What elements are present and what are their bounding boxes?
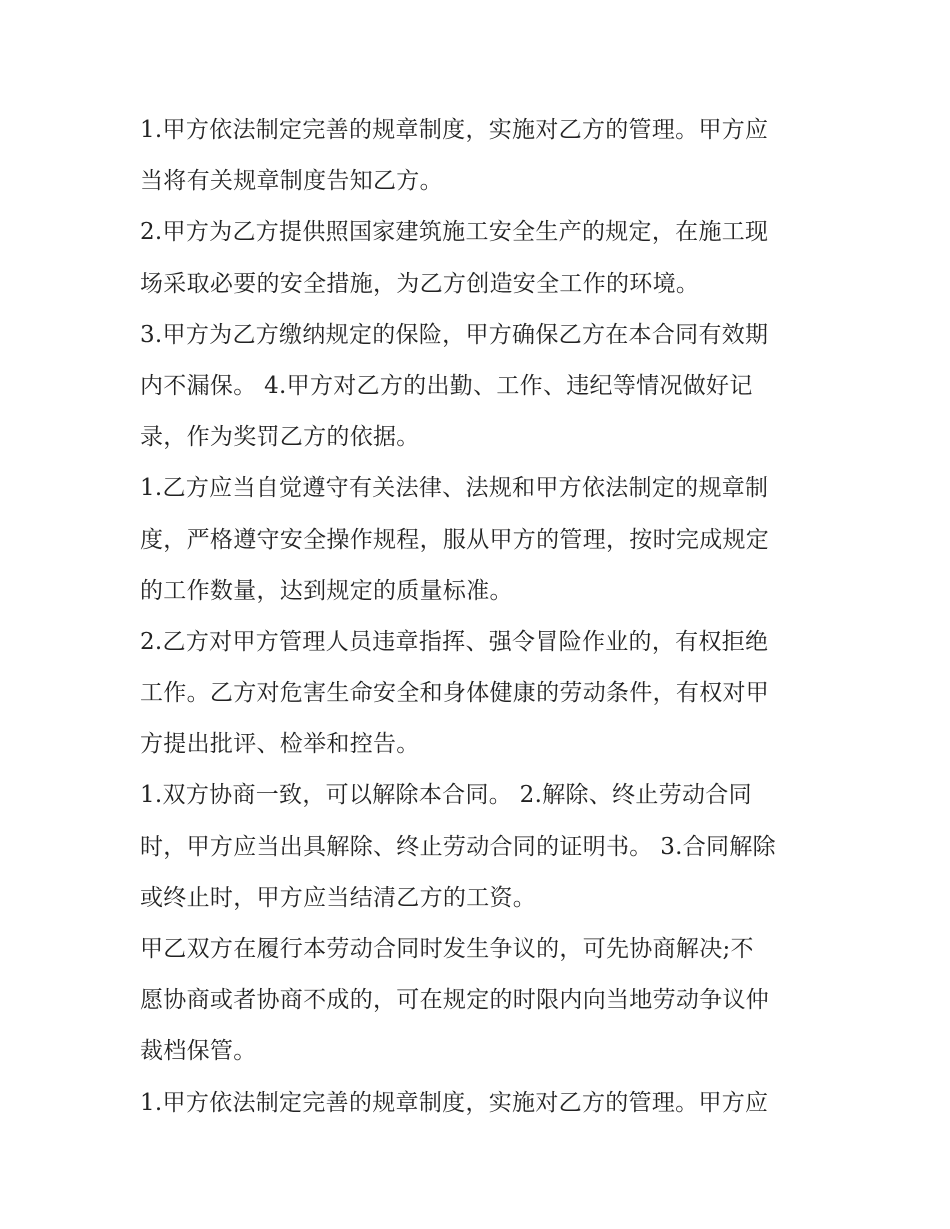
text-line: 1.双方协商一致，可以解除本合同。 2.解除、终止劳动合同: [140, 782, 752, 809]
text-line: 愿协商或者协商不成的，可在规定的时限内向当地劳动争议仲: [140, 987, 770, 1014]
text-line: 内不漏保。 4.甲方对乙方的出勤、工作、违纪等情况做好记: [140, 372, 753, 399]
text-line: 或终止时，甲方应当结清乙方的工资。: [140, 884, 537, 911]
text-line: 1.甲方依法制定完善的规章制度，实施对乙方的管理。甲方应: [140, 117, 769, 143]
text-line: 当将有关规章制度告知乙方。: [140, 168, 443, 195]
document-body: [140, 105, 820, 1129]
text-line: 度，严格遵守安全操作规程，服从甲方的管理，按时完成规定: [140, 526, 770, 553]
text-line: 甲乙双方在履行本劳动合同时发生争议的，可先协商解决;不: [140, 936, 754, 962]
text-line: 1.乙方应当自觉遵守有关法律、法规和甲方依法制定的规章制: [140, 475, 769, 502]
text-line: 时，甲方应当出具解除、终止劳动合同的证明书。 3.合同解除: [140, 833, 776, 860]
text-line: 方提出批评、检举和控告。: [140, 731, 420, 758]
text-line: 工作。乙方对危害生命安全和身体健康的劳动条件，有权对甲: [140, 680, 770, 707]
text-line: 裁档保管。: [140, 1038, 257, 1065]
text-line: 1.甲方依法制定完善的规章制度，实施对乙方的管理。甲方应: [140, 1089, 769, 1116]
text-line: 2.乙方对甲方管理人员违章指挥、强令冒险作业的，有权拒绝: [140, 628, 769, 655]
text-line: 2.甲方为乙方提供照国家建筑施工安全生产的规定，在施工现: [140, 219, 769, 246]
text-line: 3.甲方为乙方缴纳规定的保险，甲方确保乙方在本合同有效期: [140, 321, 769, 348]
text-line: 场采取必要的安全措施，为乙方创造安全工作的环境。: [140, 270, 700, 297]
text-line: 的工作数量，达到规定的质量标准。: [140, 577, 513, 604]
text-line: 录，作为奖罚乙方的依据。: [140, 424, 420, 451]
